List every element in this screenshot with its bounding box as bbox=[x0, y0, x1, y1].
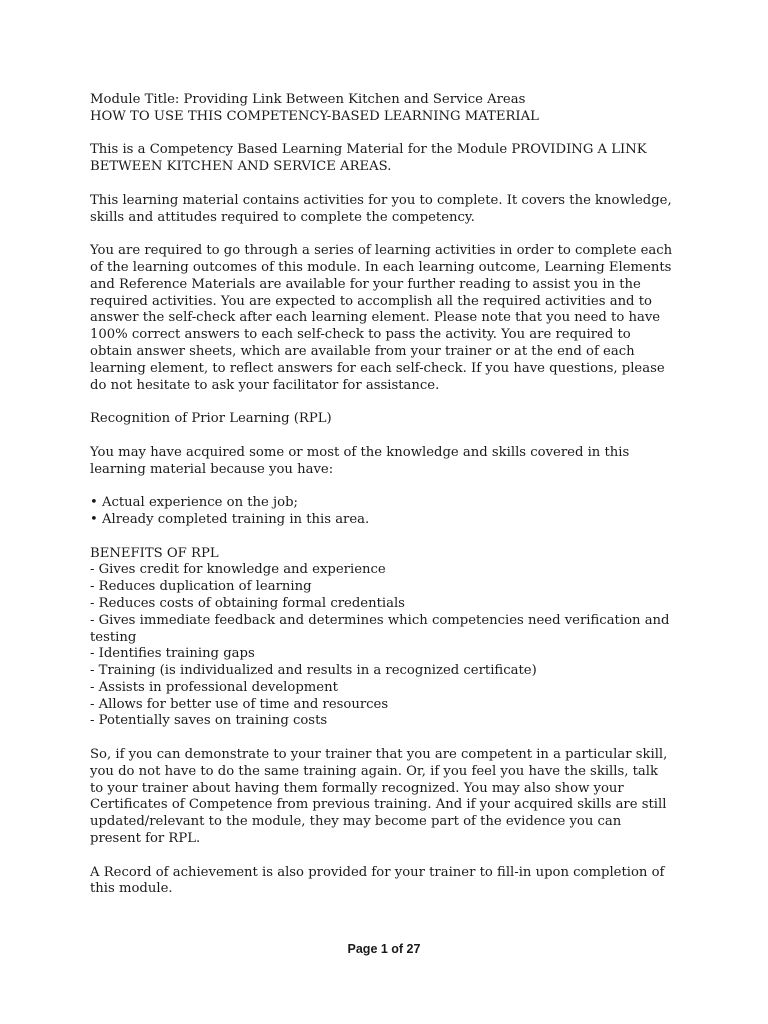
required-line: learning element, to reflect answers for each self-check. If you have questions, please bbox=[90, 360, 665, 376]
demonstrate-line: So, if you can demonstrate to your trainer that you are competent in a particular skill, bbox=[90, 747, 668, 763]
list-item: testing bbox=[90, 629, 137, 645]
demonstrate-line: Certificates of Competence from previous training. And if your acquired skills are still bbox=[90, 797, 667, 813]
intro-line: This is a Competency Based Learning Material for the Module PROVIDING A LINK bbox=[90, 142, 647, 158]
demonstrate-line: updated/relevant to the module, they may become part of the evidence you can bbox=[90, 814, 622, 830]
record-line: A Record of achievement is also provided for your trainer to fill-in upon completion of bbox=[90, 864, 665, 880]
demonstrate-paragraph bbox=[90, 747, 686, 848]
required-line: required activities. You are expected to accomplish all the required activities and to bbox=[90, 293, 652, 309]
intro-paragraph bbox=[90, 142, 686, 176]
page-number: Page 1 of 27 bbox=[347, 942, 421, 956]
acquired-paragraph bbox=[90, 445, 686, 479]
list-item: - Identifies training gaps bbox=[90, 646, 255, 662]
acquired-line: learning material because you have: bbox=[90, 461, 334, 477]
required-line: obtain answer sheets, which are available from your trainer or at the end of each bbox=[90, 343, 635, 359]
document-heading: HOW TO USE THIS COMPETENCY-BASED LEARNING MATERIAL bbox=[90, 108, 539, 124]
record-line: this module. bbox=[90, 881, 173, 897]
list-item: - Gives immediate feedback and determines which competencies need verification and bbox=[90, 612, 670, 628]
list-item: - Gives credit for knowledge and experience bbox=[90, 562, 386, 578]
demonstrate-line: to your trainer about having them formally recognized. You may also show your bbox=[90, 780, 624, 796]
list-item: • Already completed training in this area. bbox=[90, 511, 370, 527]
rpl-heading: Recognition of Prior Learning (RPL) bbox=[90, 411, 332, 427]
record-paragraph bbox=[90, 865, 686, 899]
required-line: and Reference Materials are available for your further reading to assist you in the bbox=[90, 276, 641, 292]
required-line: 100% correct answers to each self-check to pass the activity. You are required to bbox=[90, 327, 631, 343]
rpl-heading-block bbox=[90, 411, 686, 428]
contains-line: skills and attitudes required to complete the competency. bbox=[90, 209, 475, 225]
benefits-heading: BENEFITS OF RPL bbox=[90, 545, 219, 561]
benefits-section bbox=[90, 546, 686, 731]
document-page bbox=[90, 92, 686, 898]
acquired-line: You may have acquired some or most of the knowledge and skills covered in this bbox=[90, 444, 630, 460]
demonstrate-line: you do not have to do the same training again. Or, if you feel you have the skills, talk bbox=[90, 763, 658, 779]
list-item: - Allows for better use of time and resources bbox=[90, 696, 389, 712]
intro-line: BETWEEN KITCHEN AND SERVICE AREAS. bbox=[90, 159, 392, 175]
required-line: do not hesitate to ask your facilitator for assistance. bbox=[90, 377, 440, 393]
required-paragraph bbox=[90, 243, 686, 394]
list-item: - Reduces duplication of learning bbox=[90, 579, 312, 595]
list-item: - Assists in professional development bbox=[90, 679, 338, 695]
list-item: - Potentially saves on training costs bbox=[90, 713, 328, 729]
list-item: - Training (is individualized and results in a recognized certificate) bbox=[90, 663, 537, 679]
list-item: - Reduces costs of obtaining formal credentials bbox=[90, 595, 405, 611]
required-line: of the learning outcomes of this module. In each learning outcome, Learning Elements bbox=[90, 259, 672, 275]
required-line: You are required to go through a series of learning activities in order to complete each bbox=[90, 243, 673, 259]
required-line: answer the self-check after each learning element. Please note that you need to have bbox=[90, 310, 661, 326]
demonstrate-line: present for RPL. bbox=[90, 831, 201, 847]
list-item: • Actual experience on the job; bbox=[90, 495, 298, 511]
module-title-block bbox=[90, 92, 686, 126]
contains-paragraph bbox=[90, 193, 686, 227]
contains-line: This learning material contains activities for you to complete. It covers the knowledge, bbox=[90, 192, 672, 208]
reasons-list bbox=[90, 495, 686, 529]
module-title: Module Title: Providing Link Between Kitchen and Service Areas bbox=[90, 92, 526, 107]
